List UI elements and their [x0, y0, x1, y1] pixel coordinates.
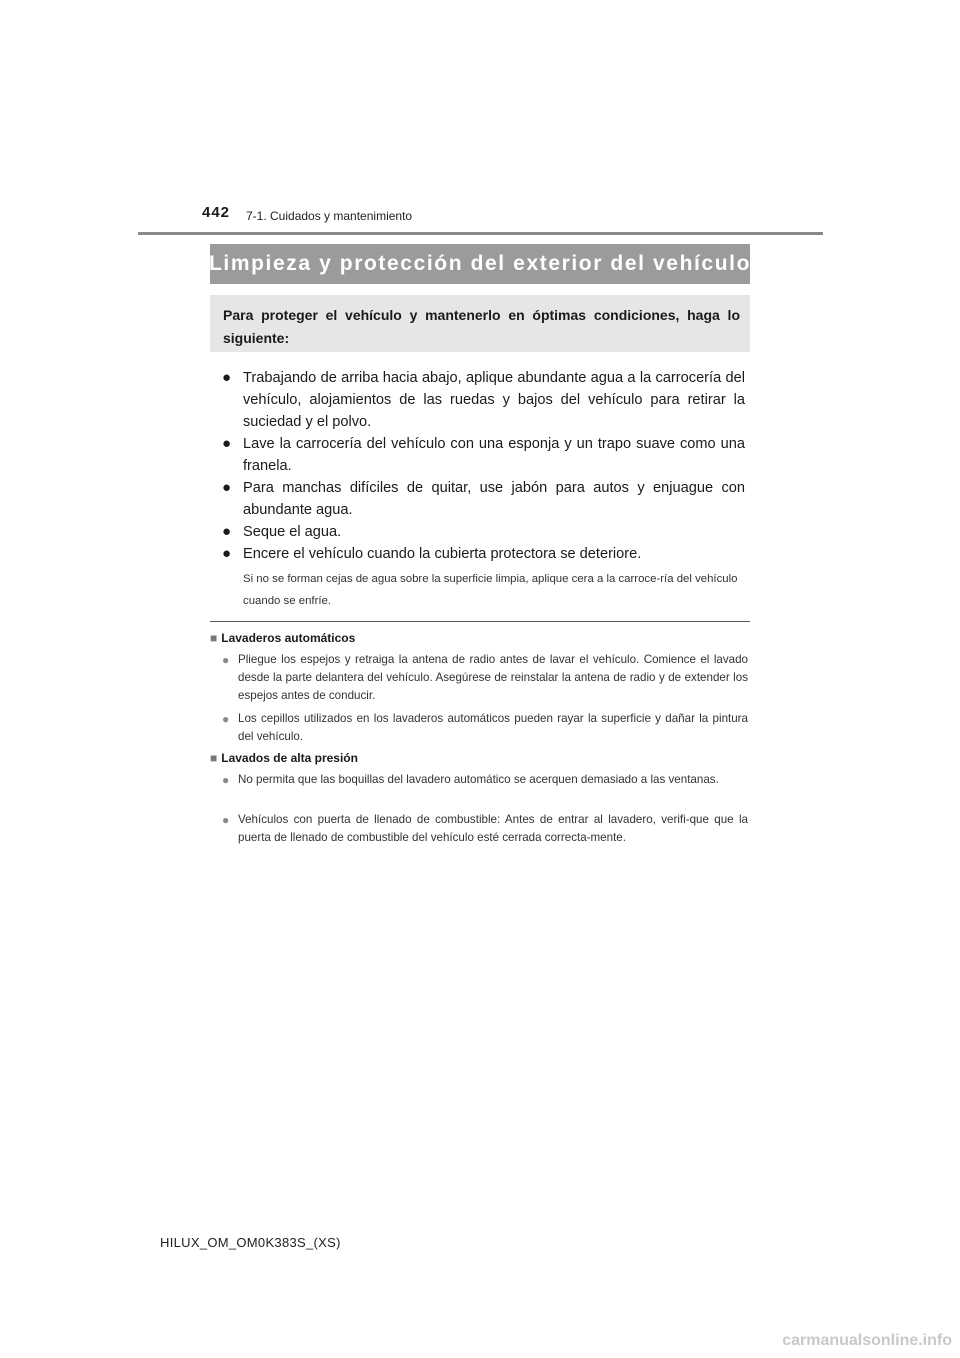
intro-text: Para proteger el vehículo y mantenerlo en óptimas condiciones, haga lo siguiente:: [223, 307, 740, 346]
bullet-icon: ●: [222, 523, 232, 540]
sub-list-item-text: Pliegue los espejos y retraiga la antena de radio antes de lavar el vehículo. Comience el lavado desde la parte delantera del vehículo. Asegúrese de reinstalar la antena de radio y de extender los espejos antes de conducir.: [238, 653, 748, 702]
list-item-text: Seque el agua.: [243, 524, 342, 540]
subheading-automatic-washes: [210, 631, 355, 645]
section-divider: [210, 621, 750, 622]
list-item: [222, 367, 745, 433]
subheading-text: Lavaderos automáticos: [221, 631, 356, 645]
section-label: 7-1. Cuidados y mantenimiento: [246, 209, 413, 223]
bullet-icon: ●: [222, 813, 230, 827]
header-rule: [138, 232, 823, 235]
wax-note: Si no se forman cejas de agua sobre la superficie limpia, aplique cera a la carroce-ría del vehículo cuando se enfríe.: [243, 573, 738, 607]
list-item: [222, 521, 745, 543]
list-item-text: Lave la carrocería del vehículo con una esponja y un trapo suave como una franela.: [243, 436, 745, 474]
main-list: [222, 367, 745, 565]
square-marker-icon: ■: [210, 631, 218, 645]
bullet-icon: ●: [222, 369, 232, 386]
square-marker-icon: ■: [210, 751, 218, 765]
document-code: HILUX_OM_OM0K383S_(XS): [160, 1235, 341, 1250]
sub-list-item-text: Los cepillos utilizados en los lavaderos automáticos pueden rayar la superficie y dañar la pintura del vehículo.: [238, 712, 748, 743]
bullet-icon: ●: [222, 545, 232, 562]
intro-box: [210, 295, 750, 352]
bullet-icon: ●: [222, 479, 232, 496]
sub-list-item: [222, 811, 748, 847]
sub-list-item: [222, 651, 748, 705]
subheading-text: Lavados de alta presión: [221, 751, 358, 765]
watermark: carmanualsonline.info: [782, 1332, 952, 1349]
list-item: [222, 543, 745, 565]
bullet-icon: ●: [222, 653, 230, 667]
list-item-text: Para manchas difíciles de quitar, use jabón para autos y enjuague con abundante agua.: [243, 480, 745, 518]
bullet-icon: ●: [222, 773, 230, 787]
subheading-high-pressure-washes: [210, 751, 358, 765]
sub-list-item-text: No permita que las boquillas del lavadero automático se acerquen demasiado a las ventanas.: [238, 773, 719, 786]
list-item: [222, 477, 745, 521]
bullet-icon: ●: [222, 712, 230, 726]
sub-list-item-text: Vehículos con puerta de llenado de combustible: Antes de entrar al lavadero, verifi-que que la puerta de llenado de combustible del vehículo esté cerrada correcta-mente.: [238, 813, 748, 844]
bullet-icon: ●: [222, 435, 232, 452]
sub-list-item: [222, 771, 748, 789]
list-item-text: Trabajando de arriba hacia abajo, aplique abundante agua a la carrocería del vehículo, alojamientos de las ruedas y bajos del vehículo para retirar la suciedad y el polvo.: [243, 370, 745, 430]
list-item: [222, 433, 745, 477]
page-number: 442: [202, 204, 231, 221]
page-title: Limpieza y protección del exterior del vehículo: [210, 244, 750, 284]
list-item-text: Encere el vehículo cuando la cubierta protectora se deteriore.: [243, 546, 642, 562]
sub-list-item: [222, 710, 748, 746]
